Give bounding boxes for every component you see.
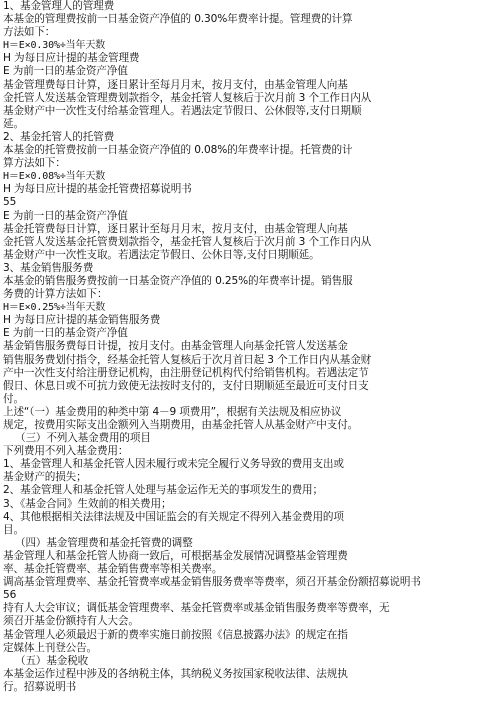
text-line: 行。招募说明书 [3,680,77,693]
text-line: 1、基金管理人和基金托管人因未履行或未完全履行义务导致的费用支出或 [3,458,344,471]
text-line: H 为每日应计提的基金销售服务费 [3,314,161,327]
text-line: 调高基金管理费率、基金托管费率或基金销售服务费率等费率，须召开基金份额招募说明书 [3,576,421,589]
text-line: （三）不列入基金费用的项目 [15,432,151,445]
text-line: 金托管人发送基金管理费划款指令，基金托管人复核后于次月前 3 个工作日内从 [3,91,372,104]
text-line: 基金财产中一次性支取。若遇法定节假日、公休日等,支付日期顺延。 [3,248,320,261]
text-line: 延。 [3,117,24,130]
text-line: （五）基金税收 [15,654,89,667]
text-line: 本基金的管理费按前一日基金资产净值的 0.30%年费率计提。管理费的计算 [3,13,353,26]
text-line: 目。 [3,523,24,536]
text-line: H＝E×0.30%÷当年天数 [3,40,106,52]
text-line: 基金托管费每日计算，逐日累计至每月月末，按月支付，由基金管理人向基 [3,222,348,235]
text-line: H＝E×0.25%÷当年天数 [3,302,106,314]
text-line: 基金销售服务费每日计提，按月支付。由基金管理人向基金托管人发送基金 [3,340,348,353]
text-line: 56 [3,589,17,602]
text-line: 方法如下： [3,26,56,39]
text-line: 率、基金托管费率、基金销售费率等相关费率。 [3,563,223,576]
text-line: 4、其他根据相关法律法规及中国证监会的有关规定不得列入基金费用的项 [3,510,344,523]
text-line: 基金管理人必须最迟于新的费率实施日前按照《信息披露办法》的规定在指 [3,628,348,641]
text-line: 付。 [3,392,24,405]
text-line: 算方法如下： [3,157,66,170]
text-line: 基金财产的损失； [3,471,87,484]
text-line: E 为前一日的基金资产净值 [3,327,128,340]
text-line: 假日、休息日或不可抗力致使无法按时支付的，支付日期顺延至最近可支付日支 [3,379,369,392]
text-line: 基金管理人和基金托管人协商一致后，可根据基金发展情况调整基金管理费 [3,549,348,562]
text-line: 上述“（一）基金费用的种类中第 4－9 项费用”，根据有关法规及相应协议 [3,405,342,418]
text-line: 规定，按费用实际支出金额列入当期费用，由基金托管人从基金财产中支付。 [3,419,359,431]
text-line: 1、基金管理人的管理费 [3,0,115,12]
text-line: 产中一次性支付给注册登记机构，由注册登记机构代付给销售机构。若遇法定节 [3,366,369,379]
text-line: H＝E×0.08%÷当年天数 [3,171,106,183]
text-line: 须召开基金份额持有人大会。 [3,615,139,628]
text-line: 销售服务费划付指令，经基金托管人复核后于次月首日起 3 个工作日内从基金财 [3,353,372,366]
text-line: E 为前一日的基金资产净值 [3,65,128,78]
text-line: 金托管人发送基金托管费划款指令，基金托管人复核后于次月前 3 个工作日内从 [3,235,372,248]
text-line: H 为每日应计提的基金管理费 [3,52,140,65]
text-line: H 为每日应计提的基金托管费招募说明书 [3,183,192,196]
text-line: 持有人大会审议；调低基金管理费率、基金托管费率或基金销售服务费率等费率，无 [3,602,390,615]
text-line: 基金财产中一次性支付给基金管理人。若遇法定节假日、公休假等,支付日期顺 [3,104,362,117]
text-line: 定媒体上刊登公告。 [3,641,97,654]
text-line: 2、基金托管人的托管费 [3,130,115,143]
text-line: 3、基金销售服务费 [3,261,94,274]
text-line: 本基金的销售服务费按前一日基金资产净值的 0.25%的年费率计提。销售服 [3,274,353,287]
text-line: 55 [3,196,17,209]
text-line: 本基金的托管费按前一日基金资产净值的 0.08%的年费率计提。托管费的计 [3,144,353,157]
text-line: E 为前一日的基金资产净值 [3,209,128,222]
text-line: 3、《基金合同》生效前的相关费用； [3,497,172,510]
text-line: 下列费用不列入基金费用： [3,445,129,458]
text-line: 2、基金管理人和基金托管人处理与基金运作无关的事项发生的费用； [3,484,323,497]
text-line: （四）基金管理费和基金托管费的调整 [15,536,193,549]
text-line: 务费的计算方法如下： [3,288,108,301]
text-line: 基金管理费每日计算，逐日累计至每月月末，按月支付，由基金管理人向基 [3,78,348,91]
text-line: 本基金运作过程中涉及的各纳税主体，其纳税义务按国家税收法律、法规执 [3,667,348,680]
